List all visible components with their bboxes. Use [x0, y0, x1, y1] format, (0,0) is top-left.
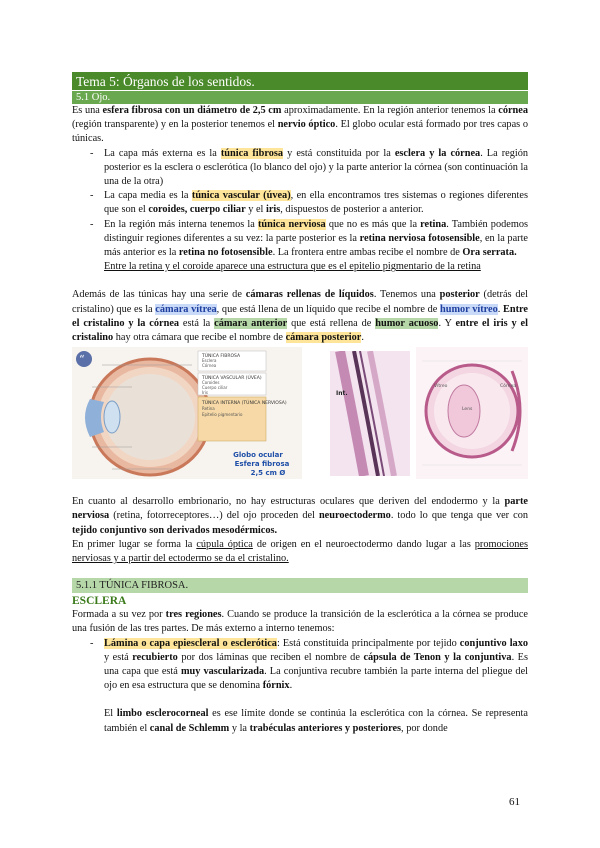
section-heading: 5.1 Ojo. [72, 90, 528, 104]
fig1-label-3: TÚNICA VASCULAR (ÚVEA) [202, 376, 262, 382]
fig2-label: Int. [336, 390, 348, 398]
esclera-paragraph: Formada a su vez por tres regiones. Cuando se produce la transición de la esclerótica a la córnea se produce una fusión de las tres partes. De más externo a interno tenemos: [72, 609, 528, 635]
bullet-tunica-fibrosa: - La capa más externa es la túnica fibrosa y está constituida por la esclera y la córnea. La región posterior es la esclera o esclerótica (lo blanco del ojo) y la parte anterior la córnea (son continuación la una de la otra) [90, 147, 529, 188]
histology-figure [330, 351, 410, 476]
fig1-label-5: Cuerpo ciliar [202, 385, 228, 391]
fig1-label-2: Córnea [202, 363, 217, 369]
chambers-paragraph: Además de las túnicas hay una serie de cámaras rellenas de líquidos. Tenemos una posterior (detrás del cristalino) que es la cámara vítrea, que está llena de un líquido que recibe el nombre de humor vítreo. Entre el cristalino y la córnea está la cámara anterior que está rellena de humor acuoso. Y entre el iris y el cristalino hay otra cámara que recibe el nombre de cámara posterior. [72, 289, 528, 344]
fig1-label-1: Esclera [202, 358, 217, 364]
fig1-label-4: Coroides [202, 380, 220, 386]
lens-section-figure [416, 347, 528, 479]
figures-row [72, 347, 528, 487]
esclera-heading: ESCLERA [72, 595, 127, 608]
page-content [72, 72, 528, 736]
fig1-label-9: Epitelio pigmentario [202, 412, 243, 418]
fig1-caption-1: Esfera fibrosa [234, 460, 290, 469]
bullet-tunica-nerviosa: - En la región más interna tenemos la túnica nerviosa que no es más que la retina. También podemos distinguir regiones diferentes a su vez: la parte posterior es la retina nerviosa fotosensible, en la parte más anterior es la retina no fotosensible. La frontera entre ambas recibe el nombre de Ora serrata. Entre la retina y el coroide aparece una estructura que es el epitelio pigmentario de la retina [90, 218, 528, 273]
fig1-label-6: Iris [202, 390, 209, 396]
svg-text:“: “ [79, 353, 85, 367]
fig3-label-1: Córnea [500, 384, 517, 390]
subsection-heading: 5.1.1 TÚNICA FIBROSA. [72, 578, 528, 593]
fig1-label-7: TÚNICA INTERNA (TÚNICA NERVIOSA) [202, 401, 287, 407]
chapter-title: Tema 5: Órganos de los sentidos. [72, 72, 528, 90]
bullet-tunica-vascular: - La capa media es la túnica vascular (úvea), en ella encontramos tres sistemas o regiones diferentes que son el coroides, cuerpo ciliar y el iris, dispuestos de posterior a anterior. [90, 190, 528, 216]
intro-paragraph: Es una esfera fibrosa con un diámetro de 2,5 cm aproximadamente. En la región anterior tenemos la córnea (región transparente) y en la posterior tenemos el nervio óptico. El globo ocular está formado por tres capas o túnicas. [72, 105, 528, 145]
fig1-label-0: TÚNICA FIBROSA [202, 354, 241, 360]
fig1-caption-2: 2,5 cm Ø [250, 469, 286, 478]
fig3-label-0: Lens [462, 407, 473, 413]
optic-cup-paragraph: En primer lugar se forma la cúpula óptica de origen en el neuroectodermo dando lugar a las promociones nerviosas y a partir del ectodermo se da el cristalino. [72, 538, 528, 565]
limbo-paragraph: El limbo esclerocorneal es ese límite donde se continúa la esclerótica con la córnea. Se representa también el canal de Schlemm y la trabéculas anteriores y posteriores, por donde [104, 708, 528, 734]
fig1-label-8: Retina [202, 406, 215, 412]
eye-anatomy-figure [72, 347, 302, 479]
embryology-paragraph: En cuanto al desarrollo embrionario, no hay estructuras oculares que deriven del endodermo y la parte nerviosa (retina, fotorreceptores…) del ojo proceden del neuroectodermo. todo lo que tenga que ver con tejido conjuntivo son derivados mesodérmicos. [72, 496, 528, 536]
fig1-caption-0: Globo ocular [233, 451, 283, 460]
bullet-lamina-epiescleral: - Lámina o capa epiescleral o esclerótica: Está constituida principalmente por tejido conjuntivo laxo y está recubierto por dos láminas que reciben el nombre de cápsula de Tenon y la conjuntiva. Es una capa que está muy vascularizada. La conjuntiva recubre también la parte interna del pliegue del ojo en esa estructura que se denomina fórnix. [90, 637, 529, 692]
fig3-label-2: Vítreo [434, 384, 448, 390]
page-number: 61 [509, 796, 520, 808]
